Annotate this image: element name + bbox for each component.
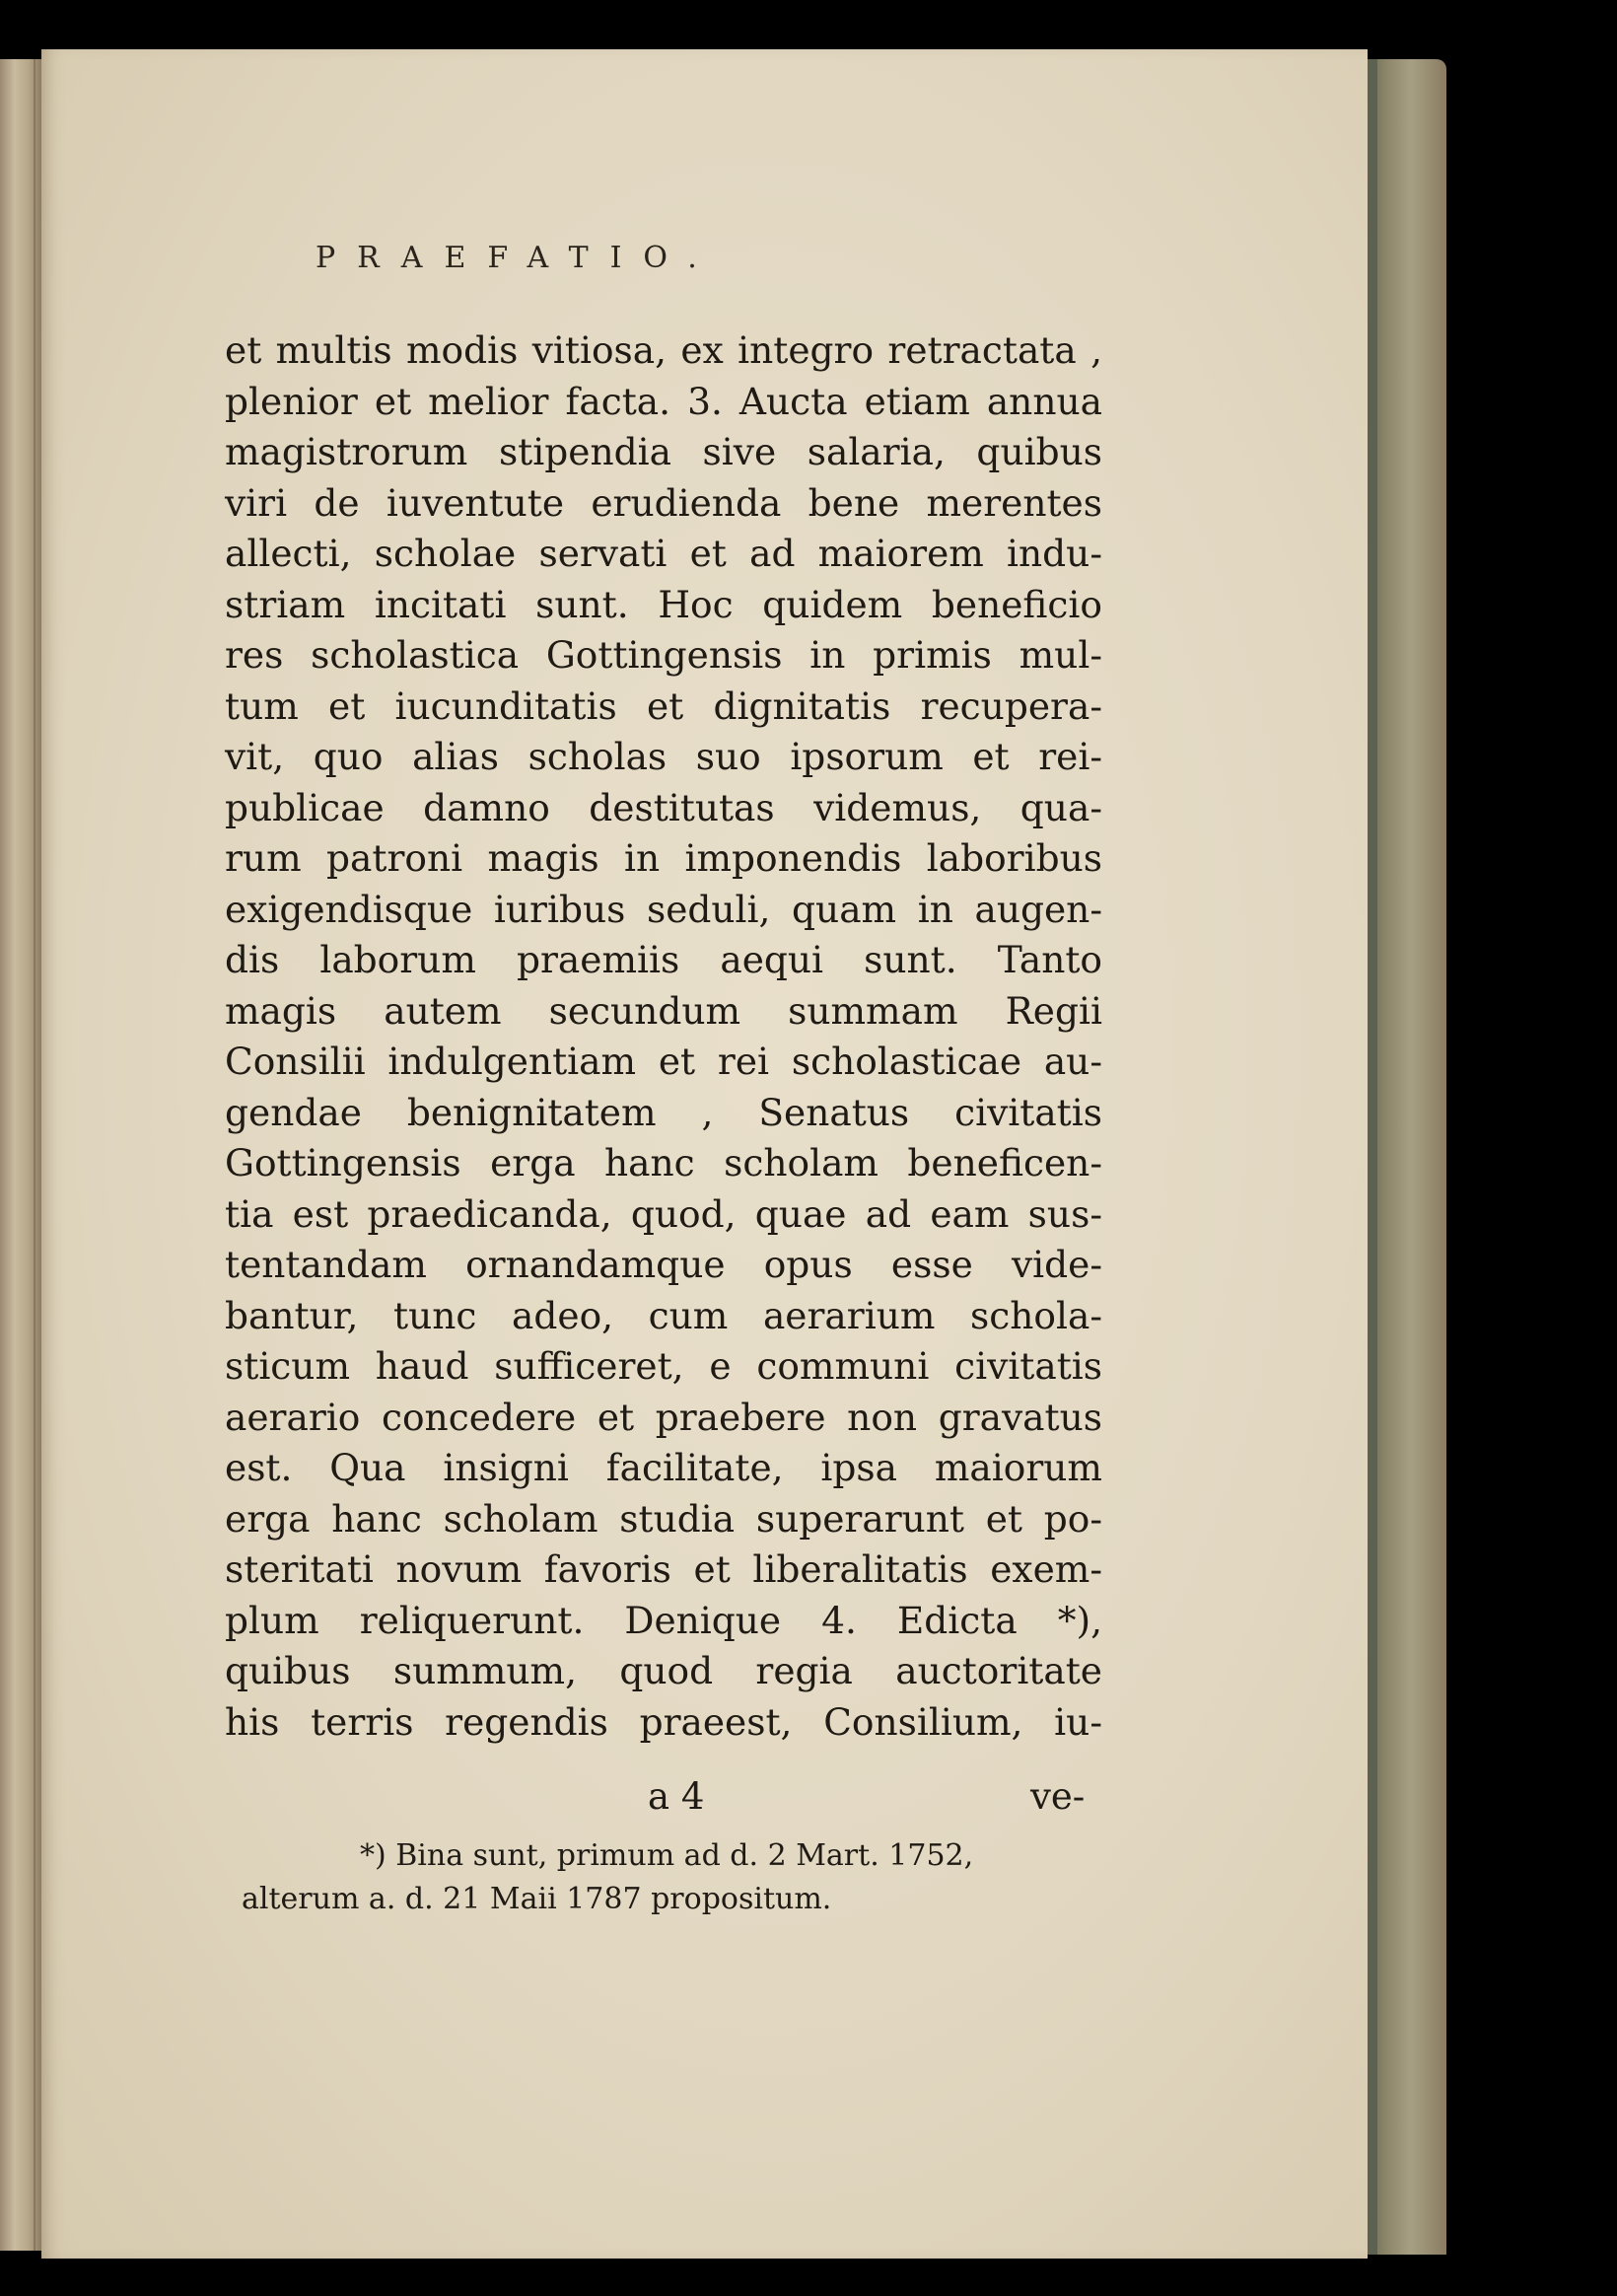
signature-mark: a 4 (648, 1775, 705, 1818)
text-line: bantur, tunc adeo, cum aerarium schola- (225, 1293, 1102, 1337)
text-line: striam incitati sunt. Hoc quidem beneficio (225, 582, 1102, 626)
text-line: Consilii indulgentiam et rei scholasticae au- (225, 1040, 1102, 1083)
footnote-line: alterum a. d. 21 Maii 1787 propositum. (242, 1882, 832, 1916)
text-line: exigendisque iuribus seduli, quam in augen- (225, 887, 1102, 931)
text-line: plenior et melior facta. 3. Aucta etiam annua (225, 379, 1102, 423)
text-line: quibus summum, quod regia auctoritate (225, 1649, 1102, 1692)
text-line: gendae benignitatem , Senatus civitatis (225, 1090, 1102, 1134)
text-line: his terris regendis praeest, Consilium, iu- (225, 1699, 1102, 1744)
footnote-line: *) Bina sunt, primum ad d. 2 Mart. 1752, (360, 1838, 974, 1873)
text-line: res scholastica Gottingensis in primis mul- (225, 633, 1102, 677)
catchword: ve- (1030, 1775, 1086, 1818)
text-line: tentandam ornandamque opus esse vide- (225, 1243, 1102, 1286)
text-line: vit, quo alias scholas suo ipsorum et rei- (225, 735, 1102, 778)
text-line: dis laborum praemiis aequi sunt. Tanto (225, 938, 1102, 981)
text-line: et multis modis vitiosa, ex integro retractata , (225, 328, 1102, 372)
body-text (225, 325, 1102, 1748)
text-line: steritati novum favoris et liberalitatis exem- (225, 1547, 1102, 1591)
text-line: est. Qua insigni facilitate, ipsa maiorum (225, 1446, 1102, 1489)
text-line: magis autem secundum summam Regii (225, 988, 1102, 1033)
text-line: magistrorum stipendia sive salaria, quibus (225, 430, 1102, 473)
book-cover-edge (1368, 59, 1446, 2255)
text-line: publicae damno destitutas videmus, qua- (225, 785, 1102, 829)
footnote (242, 1834, 1099, 1921)
left-page-edge (0, 59, 41, 2251)
running-header: PRAEFATIO. (316, 241, 719, 275)
text-line: tum et iucunditatis et dignitatis recupera- (225, 683, 1102, 728)
text-line: erga hanc scholam studia superarunt et po- (225, 1496, 1102, 1541)
text-line: viri de iuventute erudienda bene merentes (225, 480, 1102, 525)
text-line: plum reliquerunt. Denique 4. Edicta *), (225, 1598, 1102, 1642)
text-line: sticum haud sufficeret, e communi civitatis (225, 1344, 1102, 1388)
text-line: Gottingensis erga hanc scholam beneficen- (225, 1141, 1102, 1184)
text-line: allecti, scholae servati et ad maiorem indu- (225, 532, 1102, 575)
text-line: aerario concedere et praebere non gravatus (225, 1395, 1102, 1439)
text-line: tia est praedicanda, quod, quae ad eam sus- (225, 1191, 1102, 1236)
text-line: rum patroni magis in imponendis laboribus (225, 836, 1102, 880)
